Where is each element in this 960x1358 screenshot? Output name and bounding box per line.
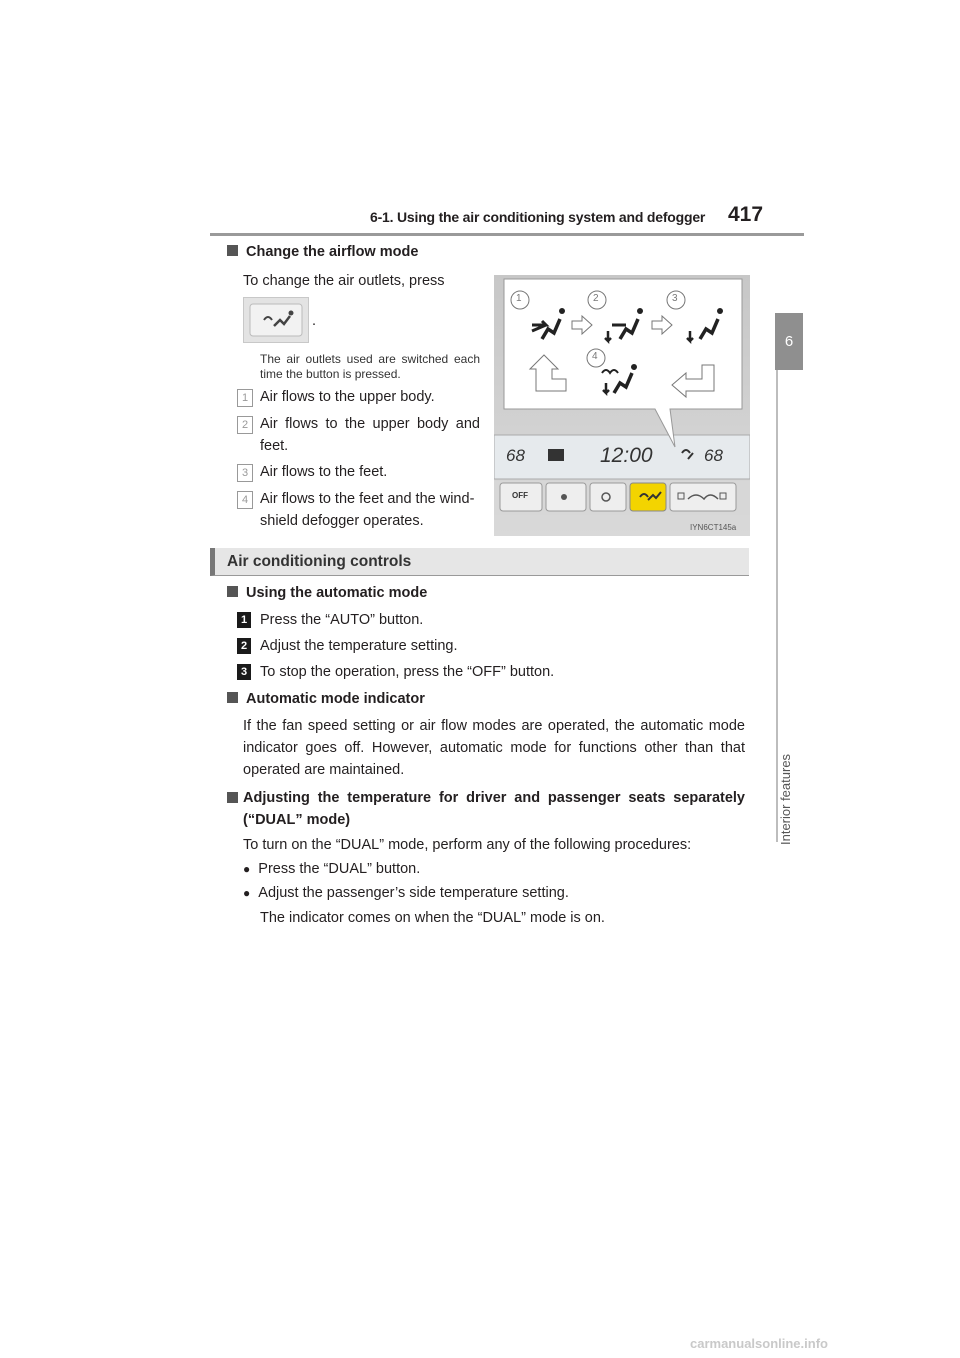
airflow-figure bbox=[494, 275, 750, 536]
indicator-heading: Automatic mode indicator bbox=[227, 691, 425, 707]
dual-bullet-1: ● Press the “DUAL” button. bbox=[243, 861, 421, 877]
square-bullet-icon bbox=[227, 792, 238, 803]
display-clock: 12:00 bbox=[600, 444, 653, 467]
section-header-title: 6-1. Using the air conditioning system and defogger bbox=[370, 209, 706, 225]
watermark: carmanualsonline.info bbox=[690, 1336, 828, 1351]
automatic-heading: Using the automatic mode bbox=[227, 585, 427, 601]
square-bullet-icon bbox=[227, 245, 238, 256]
chapter-label: Interior features bbox=[778, 753, 793, 845]
intro-period: . bbox=[312, 313, 317, 329]
bullet-dot-icon: ● bbox=[243, 862, 251, 876]
figure-code: IYN6CT145a bbox=[690, 523, 737, 532]
dual-note: The indicator comes on when the “DUAL” mode is on. bbox=[260, 910, 605, 926]
item-number-4: 4 bbox=[237, 491, 253, 509]
header-rule bbox=[210, 233, 804, 236]
square-bullet-icon bbox=[227, 586, 238, 597]
airflow-mode-icon bbox=[244, 298, 308, 342]
display-right-temp: 68 bbox=[704, 446, 723, 465]
step-text-3: To stop the operation, press the “OFF” button. bbox=[260, 664, 555, 680]
callout-1: 1 bbox=[516, 293, 522, 304]
callout-3: 3 bbox=[672, 293, 678, 304]
square-bullet-icon bbox=[227, 692, 238, 703]
section-title-bar bbox=[210, 548, 749, 576]
dual-heading: Adjusting the temperature for driver and passenger seats separately (“DUAL” mode) bbox=[227, 787, 745, 831]
item-text-1: Air flows to the upper body. bbox=[260, 389, 435, 405]
callout-2: 2 bbox=[593, 293, 599, 304]
item-text-2-line2: feet. bbox=[260, 438, 289, 454]
figure-illustration bbox=[494, 275, 750, 536]
page-number: 417 bbox=[728, 203, 764, 226]
item-text-4-line1: Air flows to the feet and the wind- bbox=[260, 491, 475, 507]
display-left-temp: 68 bbox=[506, 446, 525, 465]
step-number-2: 2 bbox=[237, 638, 251, 654]
airflow-intro: To change the air outlets, press bbox=[243, 273, 445, 289]
off-button-label: OFF bbox=[512, 491, 528, 500]
airflow-mode-button-image bbox=[243, 297, 309, 343]
bullet-dot-icon: ● bbox=[243, 886, 251, 900]
section-title: Air conditioning controls bbox=[227, 553, 412, 570]
dual-bullet-2: ● Adjust the passenger’s side temperature setting. bbox=[243, 885, 569, 901]
item-number-3: 3 bbox=[237, 464, 253, 482]
step-number-3: 3 bbox=[237, 664, 251, 680]
airflow-note: The air outlets used are switched each time the button is pressed. bbox=[260, 352, 480, 381]
item-text-3: Air flows to the feet. bbox=[260, 464, 388, 480]
step-text-1: Press the “AUTO” button. bbox=[260, 612, 424, 628]
airflow-heading: Change the airflow mode bbox=[227, 244, 418, 260]
callout-4: 4 bbox=[592, 351, 598, 362]
item-text-2-line1: Air flows to the upper body and bbox=[260, 416, 480, 432]
step-number-1: 1 bbox=[237, 612, 251, 628]
step-text-2: Adjust the temperature setting. bbox=[260, 638, 458, 654]
item-number-2: 2 bbox=[237, 416, 253, 434]
indicator-text: If the fan speed setting or air flow modes are operated, the automatic mode indicator goes off. However, automatic mode for functions other than that operated are maintained. bbox=[243, 718, 745, 778]
item-number-1: 1 bbox=[237, 389, 253, 407]
item-text-4-line2: shield defogger operates. bbox=[260, 513, 424, 529]
dual-intro: To turn on the “DUAL” mode, perform any of the following procedures: bbox=[243, 837, 692, 853]
chapter-tab: 6 bbox=[775, 313, 803, 370]
